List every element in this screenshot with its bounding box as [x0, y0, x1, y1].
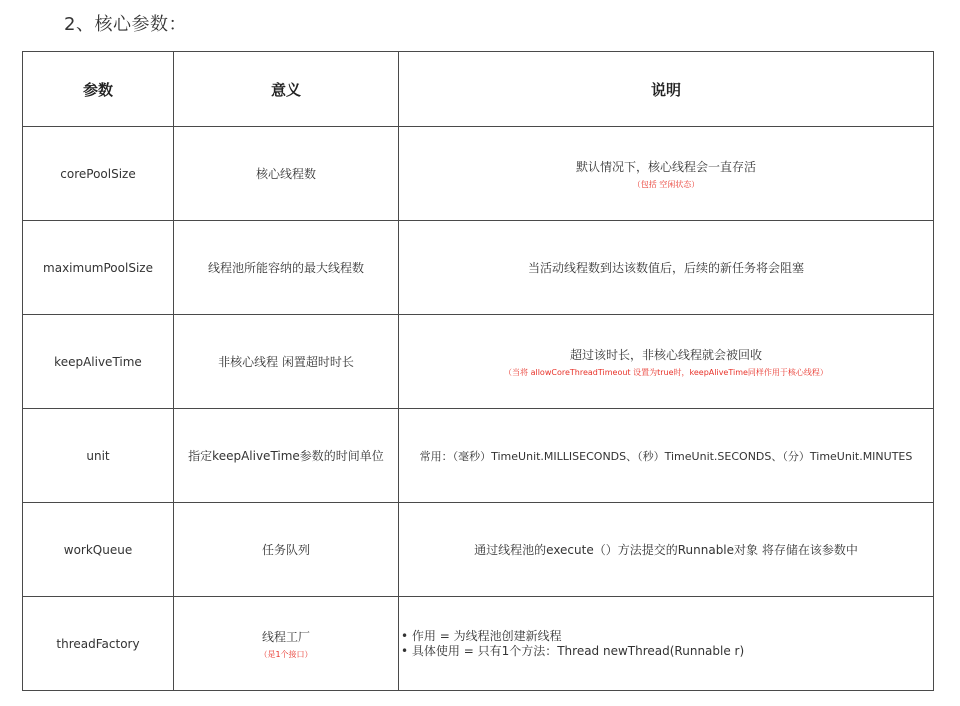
param-cell: threadFactory	[23, 597, 174, 691]
description-bullet: • 作用 = 为线程池创建新线程	[401, 628, 562, 643]
meaning-cell: 指定keepAliveTime参数的时间单位	[174, 409, 399, 503]
table-row	[23, 127, 934, 221]
header-param: 参数	[23, 52, 174, 127]
param-cell: keepAliveTime	[23, 315, 174, 409]
description-cell	[399, 127, 934, 221]
meaning-cell: 任务队列	[174, 503, 399, 597]
table-row	[23, 315, 934, 409]
description-note: （当将 allowCoreThreadTimeout 设置为true时，keepAliveTime同样作用于核心线程）	[504, 367, 828, 377]
table-row	[23, 221, 934, 315]
description-cell: 通过线程池的execute（）方法提交的Runnable对象 将存储在该参数中	[399, 503, 934, 597]
param-cell: corePoolSize	[23, 127, 174, 221]
section-heading: 2、核心参数：	[64, 14, 187, 35]
description-text: 默认情况下，核心线程会一直存活	[575, 159, 756, 174]
meaning-note: （是1个接口）	[259, 649, 313, 659]
meaning-cell: 核心线程数	[174, 127, 399, 221]
description-text: 超过该时长，非核心线程就会被回收	[569, 347, 762, 362]
table-row	[23, 597, 934, 691]
table-row	[23, 503, 934, 597]
description-cell: 当活动线程数到达该数值后，后续的新任务将会阻塞	[399, 221, 934, 315]
description-bullet: • 具体使用 = 只有1个方法：Thread newThread(Runnable r)	[401, 643, 745, 658]
description-note: （包括 空闲状态）	[632, 179, 700, 189]
meaning-cell: 非核心线程 闲置超时时长	[174, 315, 399, 409]
core-params-table	[22, 51, 934, 691]
meaning-text: 线程工厂	[261, 629, 310, 644]
description-cell	[399, 315, 934, 409]
description-cell: 常用：（毫秒）TimeUnit.MILLISECONDS、（秒）TimeUnit.SECONDS、（分）TimeUnit.MINUTES	[399, 409, 934, 503]
meaning-cell: 线程池所能容纳的最大线程数	[174, 221, 399, 315]
param-cell: maximumPoolSize	[23, 221, 174, 315]
table-header-row	[23, 52, 934, 127]
header-meaning: 意义	[174, 52, 399, 127]
description-cell	[399, 597, 934, 691]
param-cell: workQueue	[23, 503, 174, 597]
table-row	[23, 409, 934, 503]
param-cell: unit	[23, 409, 174, 503]
meaning-cell	[174, 597, 399, 691]
header-description: 说明	[399, 52, 934, 127]
